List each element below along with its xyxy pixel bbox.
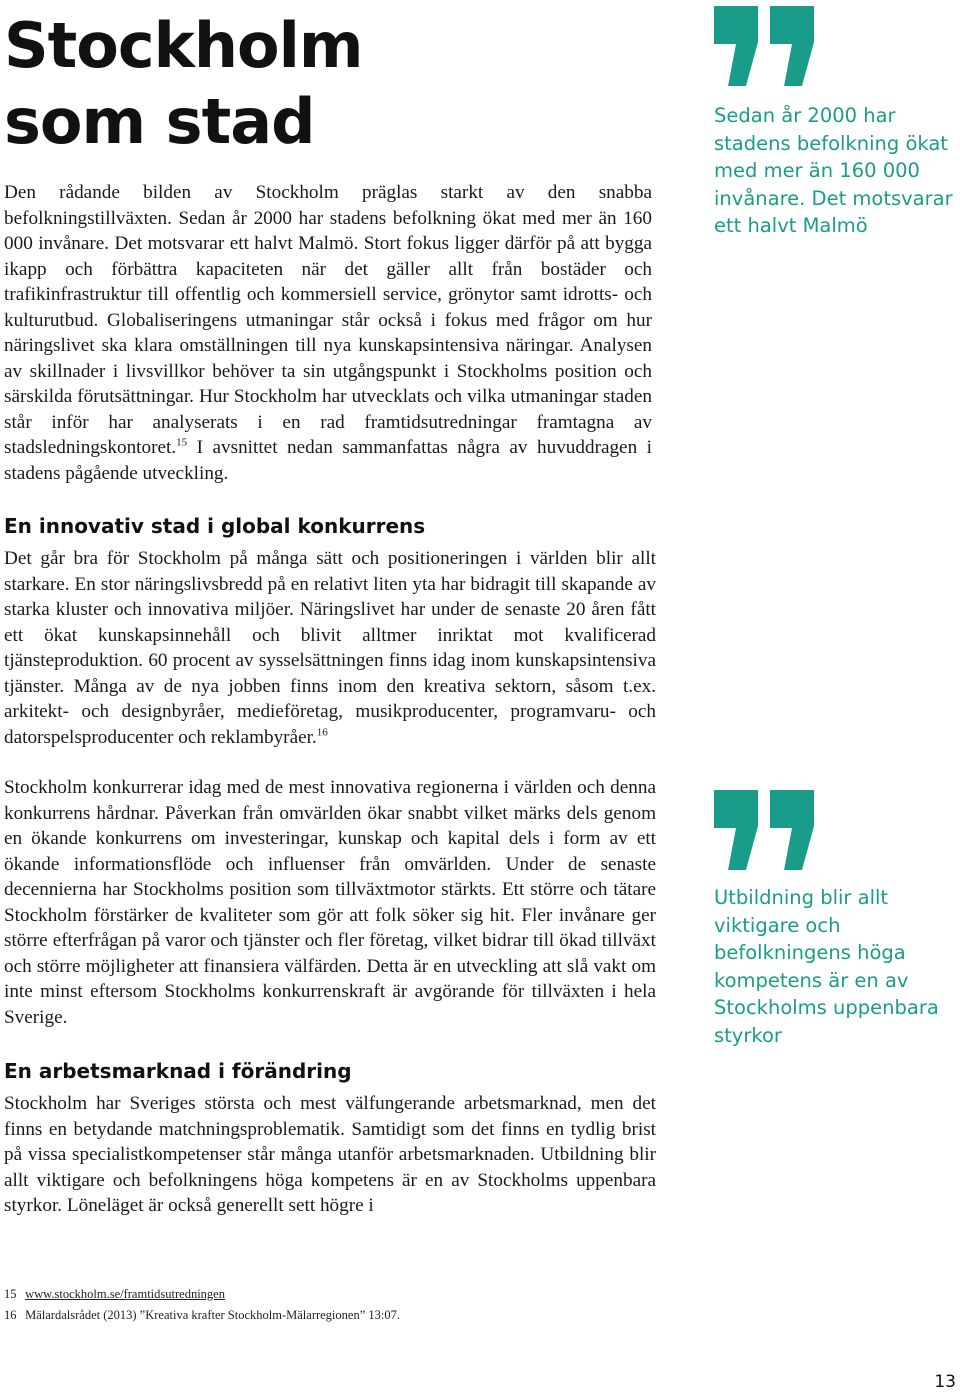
footnote-ref-15[interactable]: 15 <box>176 436 188 449</box>
footnote-number: 15 <box>4 1287 17 1301</box>
section-heading-labour-market: En arbetsmarknad i förändring <box>4 1059 352 1083</box>
footnote-16 <box>4 1305 400 1326</box>
intro-paragraph <box>4 180 652 486</box>
pull-quote-population: Sedan år 2000 har stadens befolkning ökat med mer än 160 000 invånare. Det motsvarar ett halvt Malmö <box>714 104 953 237</box>
section-innovation-paragraph-2: Stockholm konkurrerar idag med de mest innovativa regionerna i världen och denna konkurrens hårdnar. Påverkan från omvärlden ökar snabbt vilket märks dels genom en ökande konkurrens om investeringar, kunskap och kapital dels i form av ett ökande informationsflöde och influenser från omvärlden. Under de senaste decennierna har Stockholms position som tillväxtmotor stärkts. Ett större och tätare Stockholm förstärker de kvaliteter som gör att folk söker sig hit. Fler invånare ger större efterfrågan på varor och tjänster och fler företag, vilket bidrar till ökad tillväxt och större möjligheter att finansiera välfärden. Detta är en utveckling att slå vakt om inte minst eftersom Stockholms konkurrenskraft är avgörande för tillväxten i hela Sverige. <box>4 777 656 1028</box>
footnote-ref-16[interactable]: 16 <box>316 726 328 739</box>
intro-text-continued: I avsnittet nedan sammanfattas några av huvuddragen i stadens pågående utveckling. <box>4 437 652 484</box>
section-heading-innovation: En innovativ stad i global konkurrens <box>4 514 426 538</box>
section-labour-market-paragraph: Stockholm har Sveriges största och mest välfungerande arbetsmarknad, men det finns en betydande matchningsproblematik. Samtidigt som det finns en tydlig brist på vissa specialistkompetenser står många utanför arbetsmarknaden. Utbildning blir allt viktigare och befolkningens höga kompetens är en av Stockholms uppenbara styrkor. Löneläget är också generellt sett högre i <box>4 1093 656 1216</box>
page-number: 13 <box>934 1372 956 1392</box>
footnotes <box>4 1284 400 1326</box>
footnote-link[interactable]: www.stockholm.se/framtidsutredningen <box>25 1287 225 1301</box>
page-title <box>4 8 654 160</box>
page-title-line-1: Stockholm <box>4 9 363 82</box>
footnote-text: Mälardalsrådet (2013) ”Kreativa krafter Stockholm-Mälarregionen” 13:07. <box>25 1308 400 1322</box>
page-title-line-2: som stad <box>4 85 315 158</box>
section-innovation-text-1: Det går bra för Stockholm på många sätt och positioneringen i världen blir allt starkare. En stor näringslivsbredd på en relativt liten yta har bidragit till skapande av starka kluster och innovativa miljöer. Näringslivet har under de senaste 20 åren fått ett ökat kunskapsinnehåll och blivit alltmer inriktat mot kvalificerad tjänsteproduktion. 60 procent av sysselsättningen finns idag inom kunskapsintensiva tjänster. Många av de nya jobben finns inom den kreativa sektorn, såsom t.ex. arkitekt- och designbyråer, medieföretag, musikproducenter, programvaru- och datorspelsproducenter och reklambyråer. <box>4 548 656 748</box>
pull-quote-education: Utbildning blir allt viktigare och befolkningens höga kompetens är en av Stockholms uppenbara styrkor <box>714 886 939 1047</box>
intro-text: Den rådande bilden av Stockholm präglas starkt av den snabba befolkningstillväxten. Sedan år 2000 har stadens befolkning ökat med mer än 160 000 invånare. Det motsvarar ett halvt Malmö. Stort fokus ligger därför på att bygga ikapp och förbättra kapaciteten när det gäller allt från bostäder och trafikinfrastruktur till offentlig och kommersiell service, grönytor samt idrotts- och kulturutbud. Globaliseringens utmaningar står också i fokus med frågor om hur näringslivet ska klara omställningen till nya kunskapsintensiva näringar. Analysen av skillnader i livsvillkor behöver ta sin utgångspunkt i Stockholms position och särskilda förutsättningar. Hur Stockholm har utvecklats och vilka utmaningar staden står inför har analyserats i en rad framtidsutredningar framtagna av stadsledningskontoret. <box>4 182 652 458</box>
footnote-number: 16 <box>4 1308 17 1322</box>
closing-quotation-mark-icon <box>714 790 814 872</box>
closing-quotation-mark-icon <box>714 6 814 88</box>
footnote-15 <box>4 1284 400 1305</box>
section-innovation-paragraph-1 <box>4 546 656 750</box>
